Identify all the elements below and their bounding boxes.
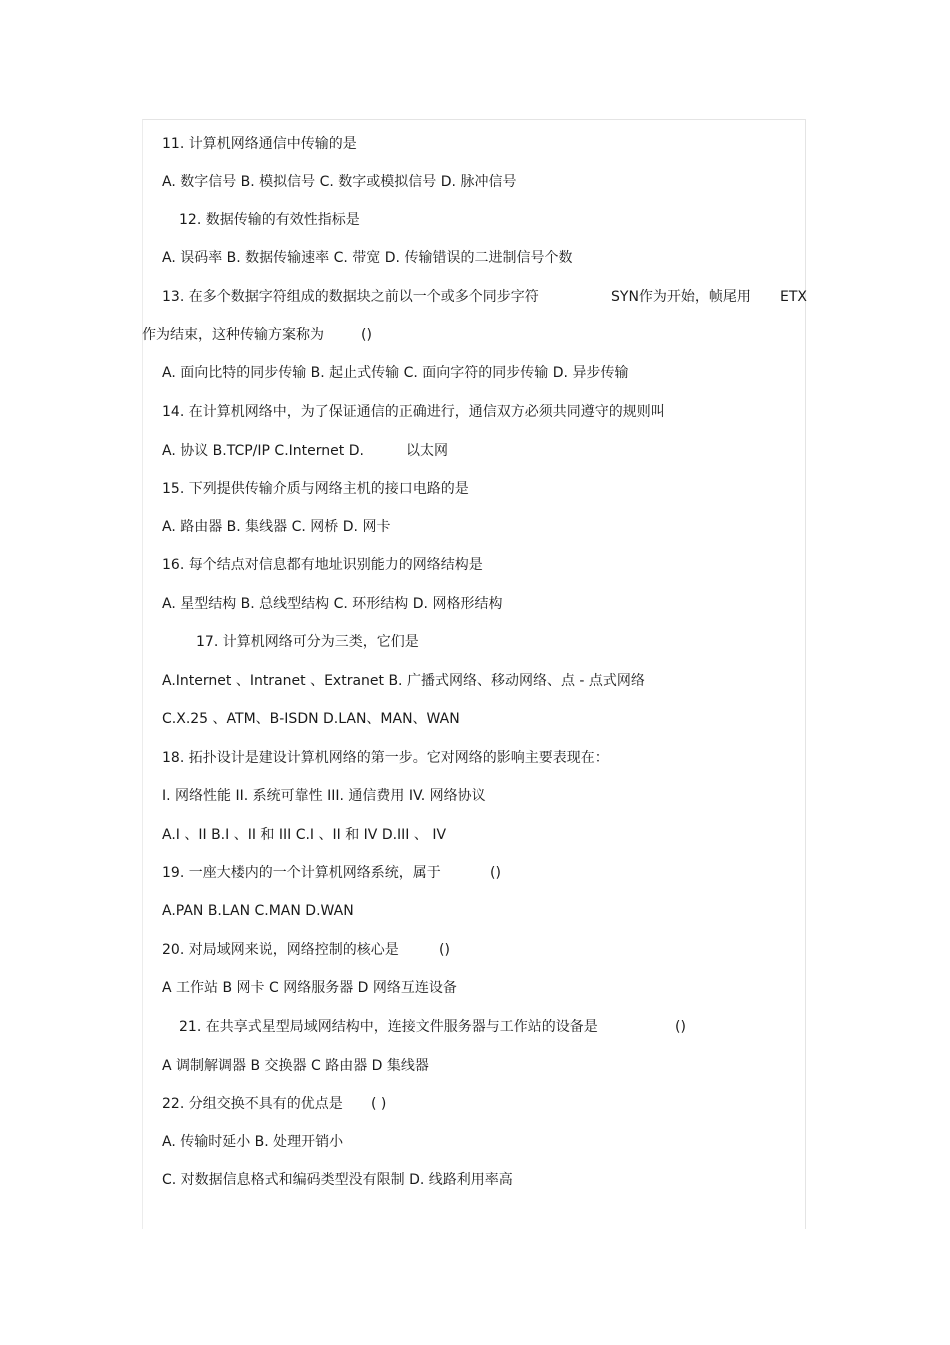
question-19-part-2: ()	[490, 865, 501, 881]
question-22-options-ab: A. 传输时延小 B. 处理开销小	[162, 1134, 344, 1150]
question-19-part-1: 19. 一座大楼内的一个计算机网络系统，属于	[162, 865, 441, 881]
question-22-part-2: ( )	[371, 1096, 387, 1112]
question-22-options-cd: C. 对数据信息格式和编码类型没有限制 D. 线路利用率高	[162, 1172, 513, 1188]
question-21-part-2: ()	[675, 1019, 686, 1035]
question-13-options: A. 面向比特的同步传输 B. 起止式传输 C. 面向字符的同步传输 D. 异步传输	[162, 365, 629, 381]
question-21-part-1: 21. 在共享式星型局域网结构中，连接文件服务器与工作站的设备是	[179, 1019, 598, 1035]
question-11: 11. 计算机网络通信中传输的是	[162, 136, 357, 152]
question-18: 18. 拓扑设计是建设计算机网络的第一步。它对网络的影响主要表现在：	[162, 750, 609, 766]
question-21-options: A 调制解调器 B 交换器 C 路由器 D 集线器	[162, 1058, 429, 1074]
question-19-options: A.PAN B.LAN C.MAN D.WAN	[162, 903, 354, 919]
question-12-options: A. 误码率 B. 数据传输速率 C. 带宽 D. 传输错误的二进制信号个数	[162, 250, 573, 266]
question-13-part-3: ETX	[780, 289, 807, 305]
question-11-options: A. 数字信号 B. 模拟信号 C. 数字或模拟信号 D. 脉冲信号	[162, 174, 517, 190]
question-14-options-part-1: A. 协议 B.TCP/IP C.Internet D.	[162, 443, 364, 459]
question-13-part-5: ()	[361, 327, 372, 343]
question-20-part-2: ()	[439, 942, 450, 958]
question-20-options: A 工作站 B 网卡 C 网络服务器 D 网络互连设备	[162, 980, 457, 996]
question-12: 12. 数据传输的有效性指标是	[179, 212, 360, 228]
question-16: 16. 每个结点对信息都有地址识别能力的网络结构是	[162, 557, 483, 573]
question-13-part-2: SYN作为开始，帧尾用	[611, 289, 751, 305]
question-17-options-ab: A.Internet 、Intranet 、Extranet B. 广播式网络、移动网络、点 - 点式网络	[162, 673, 645, 689]
question-15-options: A. 路由器 B. 集线器 C. 网桥 D. 网卡	[162, 519, 391, 535]
question-22-part-1: 22. 分组交换不具有的优点是	[162, 1096, 343, 1112]
question-13-part-4: 作为结束，这种传输方案称为	[142, 327, 324, 343]
question-20-part-1: 20. 对局域网来说，网络控制的核心是	[162, 942, 399, 958]
question-17-options-cd: C.X.25 、ATM、B-ISDN D.LAN、MAN、WAN	[162, 711, 460, 727]
question-18-options: A.I 、II B.I 、II 和 III C.I 、II 和 IV D.III 、 IV	[162, 827, 447, 843]
question-13-part-1: 13. 在多个数据字符组成的数据块之前以一个或多个同步字符	[162, 289, 539, 305]
question-18-items: I. 网络性能 II. 系统可靠性 III. 通信费用 IV. 网络协议	[162, 788, 486, 804]
question-17: 17. 计算机网络可分为三类，它们是	[196, 634, 419, 650]
question-16-options: A. 星型结构 B. 总线型结构 C. 环形结构 D. 网格形结构	[162, 596, 503, 612]
question-15: 15. 下列提供传输介质与网络主机的接口电路的是	[162, 481, 469, 497]
question-14: 14. 在计算机网络中，为了保证通信的正确进行，通信双方必须共同遵守的规则叫	[162, 404, 665, 420]
question-14-options-part-2: 以太网	[406, 443, 448, 459]
